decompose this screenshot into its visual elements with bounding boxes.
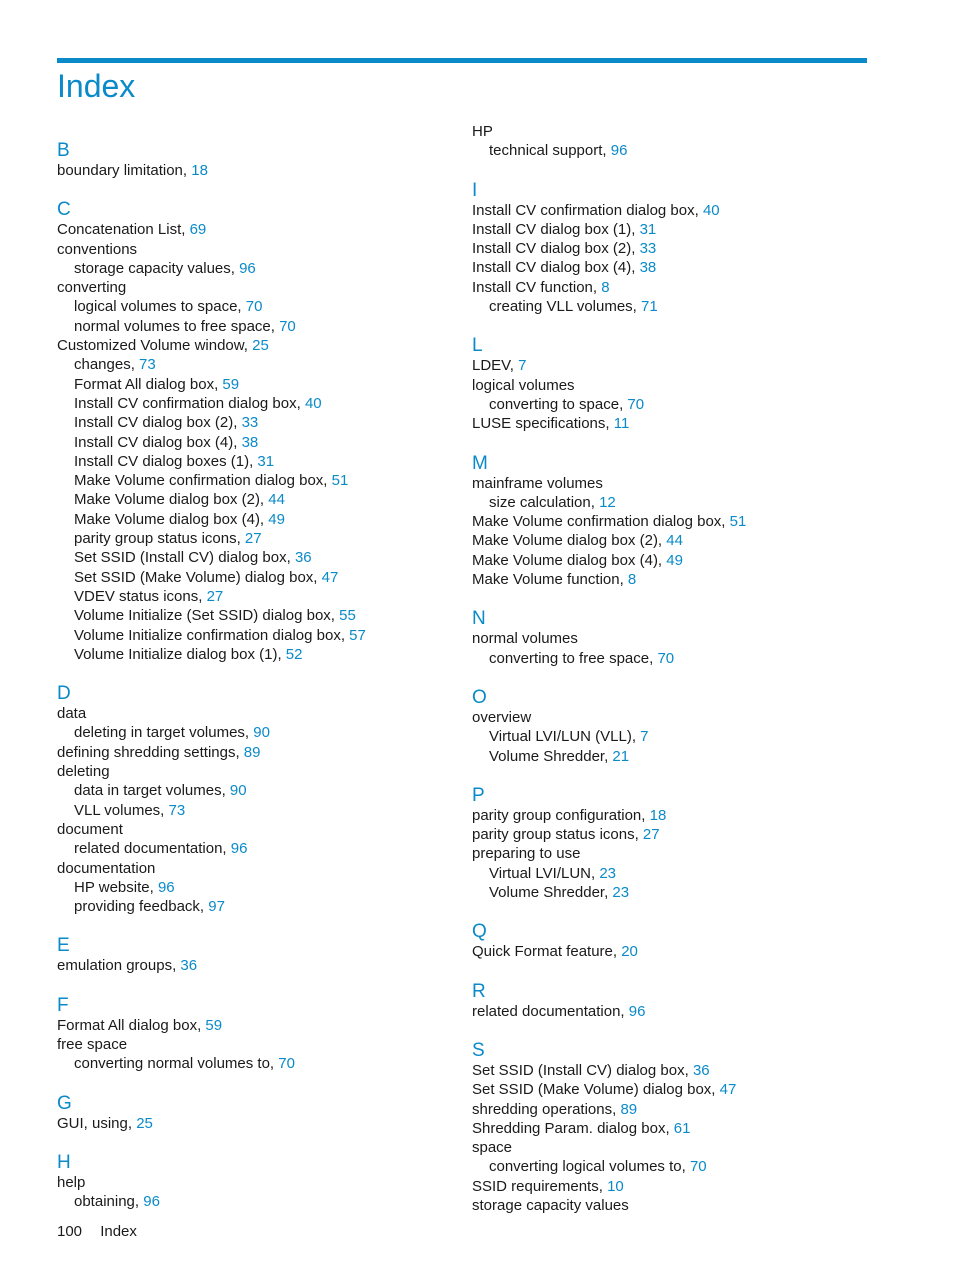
index-group	[472, 608, 872, 668]
index-subentry	[57, 587, 457, 606]
index-entry	[472, 551, 872, 570]
index-entry	[472, 1061, 872, 1080]
page-reference-link[interactable]: 47	[719, 1081, 737, 1099]
index-entry	[57, 1016, 457, 1035]
index-entry-text: mainframe volumes	[472, 474, 603, 492]
index-subentry	[57, 897, 457, 916]
index-entry	[472, 942, 872, 961]
index-entry	[472, 201, 872, 220]
index-entry	[57, 762, 457, 781]
page-reference-link[interactable]: 20	[621, 943, 638, 961]
index-entry-text: Make Volume dialog box (4),	[74, 510, 269, 528]
index-subentry	[57, 510, 457, 529]
index-entry-text: Install CV dialog box (4),	[74, 433, 242, 451]
index-entry-text: boundary limitation,	[57, 162, 192, 179]
index-entry-text: Volume Initialize dialog box (1),	[74, 645, 286, 663]
page-reference-link[interactable]: 89	[620, 1100, 638, 1118]
index-entry	[57, 956, 457, 975]
page-reference-link[interactable]: 44	[666, 532, 683, 550]
page-reference-link[interactable]: 23	[599, 864, 617, 882]
index-entry	[472, 1196, 872, 1215]
page-reference-link[interactable]: 40	[702, 201, 720, 219]
index-group	[57, 199, 457, 664]
index-subentry	[57, 1054, 457, 1073]
index-entry-text: free space	[57, 1035, 128, 1053]
index-entry-text: LUSE specifications,	[472, 415, 614, 433]
page-reference-link[interactable]: 97	[208, 898, 225, 916]
index-entry	[472, 1100, 872, 1119]
page-reference-link[interactable]: 69	[189, 221, 207, 239]
page-reference-link[interactable]: 90	[253, 724, 270, 742]
index-entry-text: converting	[57, 279, 127, 297]
index-group	[57, 995, 457, 1074]
index-entry-text: data in target volumes,	[74, 782, 230, 800]
index-entry-text: emulation groups,	[57, 957, 181, 975]
index-entry-text: HP website,	[74, 878, 158, 896]
page-reference-link[interactable]: 31	[639, 220, 657, 238]
index-entry	[472, 376, 872, 395]
index-group	[57, 683, 457, 916]
index-entry-text: Set SSID (Make Volume) dialog box,	[74, 568, 322, 586]
index-group	[472, 335, 872, 433]
index-entry-text: parity group configuration,	[472, 806, 650, 824]
index-entry-text: Virtual LVI/LUN,	[489, 864, 600, 882]
index-entry-text: space	[472, 1139, 513, 1157]
index-letter-heading: N	[472, 608, 486, 630]
index-entry	[57, 161, 457, 180]
index-entry	[472, 708, 872, 727]
page-footer	[57, 1222, 137, 1241]
page-reference-link[interactable]: 96	[143, 1193, 160, 1211]
index-entry	[472, 1138, 872, 1157]
index-subentry	[57, 645, 457, 664]
index-column-left	[57, 140, 457, 1230]
index-entry-text: related documentation,	[74, 840, 231, 858]
index-entry	[57, 220, 457, 239]
index-entry-text: Install CV dialog box (2),	[74, 414, 242, 432]
page-reference-link[interactable]: 44	[268, 491, 285, 509]
page-reference-link[interactable]: 25	[136, 1114, 153, 1132]
index-entry	[472, 220, 872, 239]
index-entry-text: logical volumes to space,	[74, 298, 246, 316]
index-column-right	[472, 122, 872, 1234]
page-reference-link[interactable]: 73	[168, 801, 186, 819]
page-reference-link[interactable]: 7	[518, 357, 527, 375]
page-reference-link[interactable]: 33	[241, 414, 259, 432]
index-entry	[57, 743, 457, 762]
index-letter-heading: F	[57, 994, 69, 1016]
index-subentry	[472, 747, 872, 766]
page-reference-link[interactable]: 12	[599, 493, 616, 511]
index-entry-text: overview	[472, 708, 532, 726]
index-entry-text: Make Volume dialog box (4),	[472, 551, 667, 569]
index-entry-text: normal volumes to free space,	[74, 317, 280, 335]
page-reference-link[interactable]: 36	[180, 957, 198, 975]
index-group	[472, 1040, 872, 1215]
index-group	[472, 687, 872, 766]
index-subentry	[472, 395, 872, 414]
index-entry-text: HP	[472, 123, 493, 140]
footer-page-number: 100	[57, 1223, 83, 1240]
index-entry-text: obtaining,	[74, 1193, 144, 1211]
index-group	[472, 921, 872, 961]
index-subentry	[57, 394, 457, 413]
index-subentry	[472, 727, 872, 746]
index-entry-text: Virtual LVI/LUN (VLL),	[489, 728, 641, 746]
index-entry-text: deleting in target volumes,	[74, 724, 254, 742]
page-reference-link[interactable]: 51	[331, 472, 349, 490]
index-entry	[472, 258, 872, 277]
index-group	[472, 180, 872, 317]
index-entry-text: storage capacity values,	[74, 259, 240, 277]
index-entry-text: normal volumes	[472, 630, 578, 648]
index-entry-text: Install CV confirmation dialog box,	[472, 201, 703, 219]
index-entry-text: documentation	[57, 859, 156, 877]
page-reference-link[interactable]: 96	[157, 878, 175, 896]
index-entry-text: converting to free space,	[489, 649, 658, 667]
index-entry	[472, 239, 872, 258]
index-subentry	[57, 413, 457, 432]
index-letter-heading: C	[57, 199, 71, 221]
page-reference-link[interactable]: 73	[139, 356, 156, 374]
index-entry	[472, 570, 872, 589]
index-letter-heading: P	[472, 784, 485, 806]
index-entry-text: Install CV dialog box (2),	[472, 240, 640, 258]
index-subentry	[57, 626, 457, 645]
index-entry	[57, 704, 457, 723]
page-reference-link[interactable]: 23	[612, 884, 630, 902]
page-reference-link[interactable]: 25	[252, 337, 269, 355]
index-subentry	[57, 723, 457, 742]
page-reference-link[interactable]: 38	[241, 433, 259, 451]
index-letter-heading: O	[472, 686, 487, 708]
index-subentry	[57, 490, 457, 509]
index-subentry	[472, 883, 872, 902]
page-reference-link[interactable]: 49	[666, 551, 683, 569]
index-entry	[57, 1173, 457, 1192]
index-subentry	[57, 801, 457, 820]
index-entry	[57, 1035, 457, 1054]
index-subentry	[472, 864, 872, 883]
index-subentry	[472, 1157, 872, 1176]
index-subentry	[57, 839, 457, 858]
page-reference-link[interactable]: 90	[229, 782, 247, 800]
page-reference-link[interactable]: 8	[627, 571, 637, 589]
footer-label: Index	[100, 1223, 137, 1240]
index-entry-text: converting to space,	[489, 395, 628, 413]
index-subentry	[57, 568, 457, 587]
index-entry-text: Volume Initialize (Set SSID) dialog box,	[74, 607, 340, 625]
index-entry-text: defining shredding settings,	[57, 743, 244, 761]
index-entry-text: Make Volume confirmation dialog box,	[74, 472, 332, 490]
index-entry	[472, 1119, 872, 1138]
index-entry-text: VLL volumes,	[74, 801, 169, 819]
page-reference-link[interactable]: 57	[349, 626, 366, 644]
index-entry-text: preparing to use	[472, 845, 581, 863]
index-entry-text: Set SSID (Install CV) dialog box,	[472, 1061, 693, 1079]
index-entry-text: Make Volume dialog box (2),	[472, 532, 667, 550]
index-entry-text: Format All dialog box,	[57, 1016, 206, 1034]
index-entry	[472, 414, 872, 433]
index-subentry	[57, 471, 457, 490]
index-subentry	[472, 649, 872, 668]
index-entry	[472, 474, 872, 493]
index-entry-text: Install CV dialog box (4),	[472, 259, 640, 277]
index-subentry	[57, 781, 457, 800]
page-reference-link[interactable]: 61	[673, 1119, 691, 1137]
index-group	[57, 1152, 457, 1212]
index-entry-text: shredding operations,	[472, 1100, 621, 1118]
header-rule	[57, 58, 867, 63]
page-reference-link[interactable]: 71	[641, 298, 658, 316]
index-entry-text: Volume Shredder,	[489, 747, 613, 765]
index-letter-heading: S	[472, 1039, 485, 1061]
index-entry-text: technical support,	[489, 142, 611, 160]
page-reference-link[interactable]: 7	[640, 728, 649, 746]
page-reference-link[interactable]: 27	[642, 826, 660, 844]
index-subentry	[57, 1192, 457, 1211]
index-entry-text: logical volumes	[472, 376, 575, 394]
index-entry-text: Volume Shredder,	[489, 884, 613, 902]
index-letter-heading: G	[57, 1092, 72, 1114]
page-reference-link[interactable]: 33	[639, 240, 657, 258]
index-group	[57, 140, 457, 180]
index-entry-text: conventions	[57, 240, 138, 258]
index-entry	[472, 1002, 872, 1021]
index-entry	[57, 336, 457, 355]
index-subentry	[57, 297, 457, 316]
index-subentry	[57, 433, 457, 452]
index-letter-heading: E	[57, 935, 70, 957]
page-reference-link[interactable]: 36	[294, 549, 312, 567]
page-reference-link[interactable]: 96	[239, 259, 256, 277]
index-entry	[472, 278, 872, 297]
page-reference-link[interactable]: 10	[607, 1177, 624, 1195]
index-entry-text: parity group status icons,	[74, 530, 245, 548]
index-entry	[472, 844, 872, 863]
index-entry	[57, 240, 457, 259]
page-reference-link[interactable]: 55	[339, 607, 356, 625]
index-entry-text: providing feedback,	[74, 898, 209, 916]
index-entry	[472, 806, 872, 825]
index-entry-text: Make Volume dialog box (2),	[74, 491, 269, 509]
index-letter-heading: M	[472, 452, 488, 474]
index-subentry	[57, 606, 457, 625]
index-entry-text: Quick Format feature,	[472, 943, 622, 961]
page-title: Index	[57, 68, 136, 104]
index-entry-text: related documentation,	[472, 1002, 629, 1020]
index-letter-heading: Q	[472, 921, 487, 943]
page-reference-link[interactable]: 49	[268, 510, 285, 528]
page-reference-link[interactable]: 70	[245, 298, 263, 316]
index-entry-text: parity group status icons,	[472, 826, 643, 844]
page-reference-link[interactable]: 96	[230, 840, 248, 858]
page-reference-link[interactable]: 51	[729, 513, 747, 531]
page-reference-link[interactable]: 52	[285, 645, 303, 663]
index-entry	[57, 1114, 457, 1133]
index-letter-heading: H	[57, 1151, 71, 1173]
index-group	[472, 122, 872, 161]
index-entry	[57, 859, 457, 878]
index-entry-text: Set SSID (Make Volume) dialog box,	[472, 1081, 720, 1099]
page-reference-link[interactable]: 27	[206, 587, 224, 605]
index-entry-text: SSID requirements,	[472, 1177, 608, 1195]
index-entry-text: Concatenation List,	[57, 221, 190, 239]
page-reference-link[interactable]: 21	[612, 747, 630, 765]
index-entry-text: document	[57, 820, 123, 838]
index-entry-text: LDEV,	[472, 357, 519, 375]
index-letter-heading: L	[472, 335, 483, 357]
index-group	[472, 981, 872, 1021]
index-subentry	[57, 355, 457, 374]
index-subentry	[472, 297, 872, 316]
index-subentry	[472, 493, 872, 512]
index-group	[472, 785, 872, 902]
page-reference-link[interactable]: 11	[613, 415, 630, 433]
index-entry-text: Make Volume confirmation dialog box,	[472, 513, 730, 531]
index-entry-text: Set SSID (Install CV) dialog box,	[74, 549, 295, 567]
index-entry	[472, 825, 872, 844]
index-entry-text: Install CV function,	[472, 278, 602, 296]
index-letter-heading: D	[57, 683, 71, 705]
index-subentry	[57, 452, 457, 471]
index-entry-text: Customized Volume window,	[57, 337, 253, 355]
index-group	[57, 935, 457, 975]
index-group	[57, 1093, 457, 1133]
page-reference-link[interactable]: 70	[279, 317, 296, 335]
index-entry	[472, 629, 872, 648]
page-reference-link[interactable]: 38	[639, 259, 657, 277]
page-reference-link[interactable]: 31	[257, 452, 275, 470]
index-subentry	[57, 548, 457, 567]
page-reference-link[interactable]: 70	[657, 649, 675, 667]
index-entry-text: converting logical volumes to,	[489, 1158, 690, 1176]
page-reference-link[interactable]: 36	[692, 1061, 710, 1079]
index-group	[472, 453, 872, 590]
index-entry	[472, 356, 872, 375]
index-entry	[472, 512, 872, 531]
index-entry	[472, 1080, 872, 1099]
index-entry	[472, 122, 872, 141]
page-reference-link[interactable]: 18	[191, 162, 208, 179]
index-entry-text: help	[57, 1173, 86, 1191]
page-reference-link[interactable]: 8	[601, 278, 610, 296]
index-subentry	[57, 529, 457, 548]
index-entry-text: data	[57, 705, 87, 723]
index-entry-text: storage capacity values	[472, 1196, 629, 1214]
page-reference-link[interactable]: 70	[627, 395, 645, 413]
index-entry-text: size calculation,	[489, 493, 600, 511]
index-entry-text: Format All dialog box,	[74, 375, 223, 393]
index-entry	[57, 820, 457, 839]
index-subentry	[57, 259, 457, 278]
page-reference-link[interactable]: 59	[222, 375, 240, 393]
index-entry	[472, 531, 872, 550]
index-letter-heading: B	[57, 140, 70, 161]
index-letter-heading: R	[472, 980, 486, 1002]
index-subentry	[57, 317, 457, 336]
index-entry-text: changes,	[74, 356, 140, 374]
index-letter-heading: I	[472, 179, 478, 201]
index-entry-text: Install CV dialog box (1),	[472, 220, 640, 238]
page-reference-link[interactable]: 70	[278, 1055, 295, 1073]
index-entry-text: Make Volume function,	[472, 571, 628, 589]
page-reference-link[interactable]: 27	[244, 530, 262, 548]
index-entry	[472, 1177, 872, 1196]
page-reference-link[interactable]: 59	[205, 1016, 223, 1034]
page-reference-link[interactable]: 96	[610, 142, 628, 160]
index-entry-text: GUI, using,	[57, 1114, 137, 1132]
page-reference-link[interactable]: 40	[304, 394, 322, 412]
index-subentry	[472, 141, 872, 160]
index-entry-text: Install CV confirmation dialog box,	[74, 394, 305, 412]
index-entry-text: deleting	[57, 763, 110, 781]
page-reference-link[interactable]: 18	[649, 806, 667, 824]
page-reference-link[interactable]: 47	[321, 568, 339, 586]
page-reference-link[interactable]: 70	[689, 1158, 707, 1176]
index-subentry	[57, 375, 457, 394]
page-reference-link[interactable]: 89	[243, 743, 261, 761]
index-entry-text: Install CV dialog boxes (1),	[74, 452, 258, 470]
page-reference-link[interactable]: 96	[628, 1002, 646, 1020]
index-entry-text: VDEV status icons,	[74, 587, 207, 605]
index-subentry	[57, 878, 457, 897]
index-entry-text: creating VLL volumes,	[489, 298, 642, 316]
index-entry-text: Volume Initialize confirmation dialog box,	[74, 626, 350, 644]
index-entry-text: converting normal volumes to,	[74, 1055, 279, 1073]
index-entry-text: Shredding Param. dialog box,	[472, 1119, 674, 1137]
index-entry	[57, 278, 457, 297]
